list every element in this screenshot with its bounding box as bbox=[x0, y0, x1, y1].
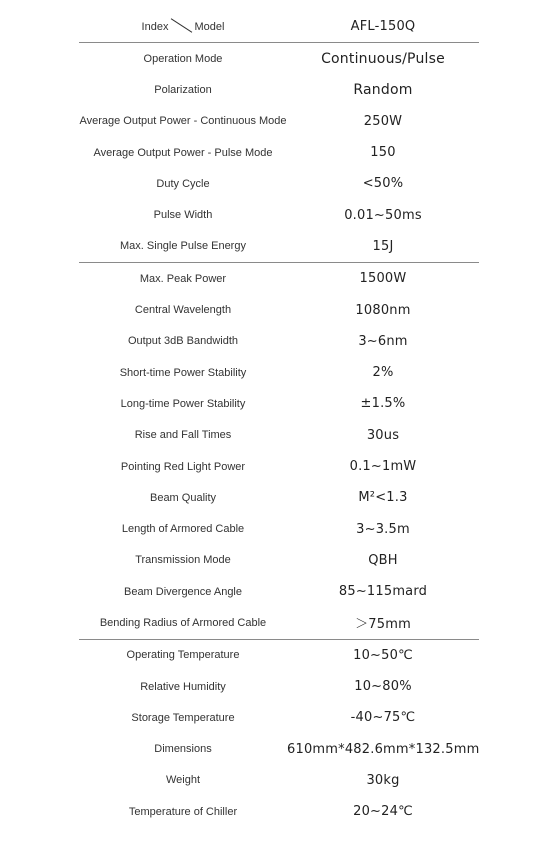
diagonal-divider-icon bbox=[170, 19, 192, 33]
spec-row bbox=[79, 482, 479, 513]
spec-row bbox=[79, 607, 479, 638]
spec-row bbox=[79, 513, 479, 544]
spec-index: Short-time Power Stability bbox=[119, 366, 247, 379]
spec-value: 10~80% bbox=[354, 679, 412, 695]
spec-value: 3~3.5m bbox=[356, 521, 410, 537]
spec-table bbox=[79, 10, 479, 827]
spec-value: 1080nm bbox=[355, 302, 411, 318]
spec-value: 1500W bbox=[359, 271, 407, 287]
spec-row bbox=[79, 199, 479, 230]
spec-row bbox=[79, 137, 479, 168]
spec-index: Central Wavelength bbox=[134, 304, 232, 317]
spec-index: Bending Radius of Armored Cable bbox=[99, 616, 267, 629]
spec-row bbox=[79, 357, 479, 388]
spec-value: 3~6nm bbox=[358, 333, 408, 349]
spec-row bbox=[79, 168, 479, 199]
spec-value: 0.1~1mW bbox=[349, 459, 417, 474]
spec-value: Random bbox=[353, 81, 413, 98]
header-index-cell bbox=[79, 19, 287, 33]
spec-index: Long-time Power Stability bbox=[120, 397, 246, 410]
spec-value: 10~50℃ bbox=[353, 647, 413, 663]
spec-row bbox=[79, 231, 479, 262]
spec-index: Polarization bbox=[154, 83, 212, 96]
spec-index: Operating Temperature bbox=[126, 649, 240, 662]
spec-row bbox=[79, 43, 479, 74]
spec-index: Dimensions bbox=[154, 743, 212, 756]
spec-value: 30us bbox=[366, 427, 400, 443]
spec-value: -40~75℃ bbox=[350, 710, 416, 726]
spec-index: Relative Humidity bbox=[140, 680, 226, 693]
spec-index: Max. Peak Power bbox=[139, 272, 227, 285]
spec-index: Pulse Width bbox=[153, 209, 213, 222]
spec-index: Max. Single Pulse Energy bbox=[120, 240, 246, 253]
spec-row bbox=[79, 702, 479, 733]
spec-value: ±1.5% bbox=[360, 396, 406, 412]
spec-row bbox=[79, 451, 479, 482]
index-label: Index bbox=[141, 21, 169, 33]
spec-index: Beam Divergence Angle bbox=[123, 585, 242, 598]
spec-row bbox=[79, 545, 479, 576]
spec-row bbox=[79, 388, 479, 419]
spec-index: Average Output Power - Pulse Mode bbox=[93, 146, 273, 159]
model-label: Model bbox=[194, 21, 225, 33]
spec-value: 0.01~50ms bbox=[344, 207, 422, 223]
spec-value: 2% bbox=[372, 365, 394, 381]
spec-row bbox=[79, 765, 479, 796]
spec-value: 250W bbox=[363, 113, 403, 129]
spec-value: 20~24℃ bbox=[353, 804, 413, 820]
spec-row bbox=[79, 640, 479, 671]
spec-row bbox=[79, 326, 479, 357]
spec-value: ＞75mm bbox=[355, 617, 411, 633]
spec-value: <50% bbox=[362, 176, 404, 192]
spec-row bbox=[79, 671, 479, 702]
spec-index: Length of Armored Cable bbox=[121, 523, 245, 536]
spec-value: QBH bbox=[368, 552, 398, 568]
spec-index: Output 3dB Bandwidth bbox=[127, 335, 239, 348]
spec-index: Temperature of Chiller bbox=[128, 805, 238, 818]
spec-index: Weight bbox=[165, 774, 201, 787]
spec-row bbox=[79, 734, 479, 765]
spec-value: Continuous/Pulse bbox=[321, 50, 445, 67]
header-row bbox=[79, 10, 479, 42]
spec-index: Average Output Power - Continuous Mode bbox=[79, 115, 287, 128]
spec-group bbox=[79, 43, 479, 262]
spec-value: M²<1.3 bbox=[358, 490, 408, 506]
spec-index: Storage Temperature bbox=[131, 711, 235, 724]
spec-row bbox=[79, 263, 479, 294]
spec-value: 15J bbox=[372, 238, 394, 254]
spec-value: 610mm*482.6mm*132.5mm bbox=[287, 741, 480, 757]
spec-row bbox=[79, 420, 479, 451]
spec-groups bbox=[79, 43, 479, 827]
spec-row bbox=[79, 74, 479, 105]
spec-row bbox=[79, 796, 479, 827]
spec-index: Rise and Fall Times bbox=[134, 429, 232, 442]
spec-row bbox=[79, 576, 479, 607]
spec-value: 150 bbox=[370, 145, 396, 161]
spec-index: Transmission Mode bbox=[135, 554, 231, 567]
spec-value: 30kg bbox=[366, 772, 400, 788]
spec-index: Beam Quality bbox=[149, 491, 217, 504]
spec-group bbox=[79, 640, 479, 828]
spec-row bbox=[79, 106, 479, 137]
model-value: AFL-150Q bbox=[350, 18, 416, 34]
spec-row bbox=[79, 294, 479, 325]
spec-value: 85~115mard bbox=[338, 584, 428, 600]
spec-index: Operation Mode bbox=[143, 52, 223, 65]
spec-index: Duty Cycle bbox=[156, 177, 210, 190]
spec-group bbox=[79, 263, 479, 639]
spec-index: Pointing Red Light Power bbox=[120, 460, 246, 473]
